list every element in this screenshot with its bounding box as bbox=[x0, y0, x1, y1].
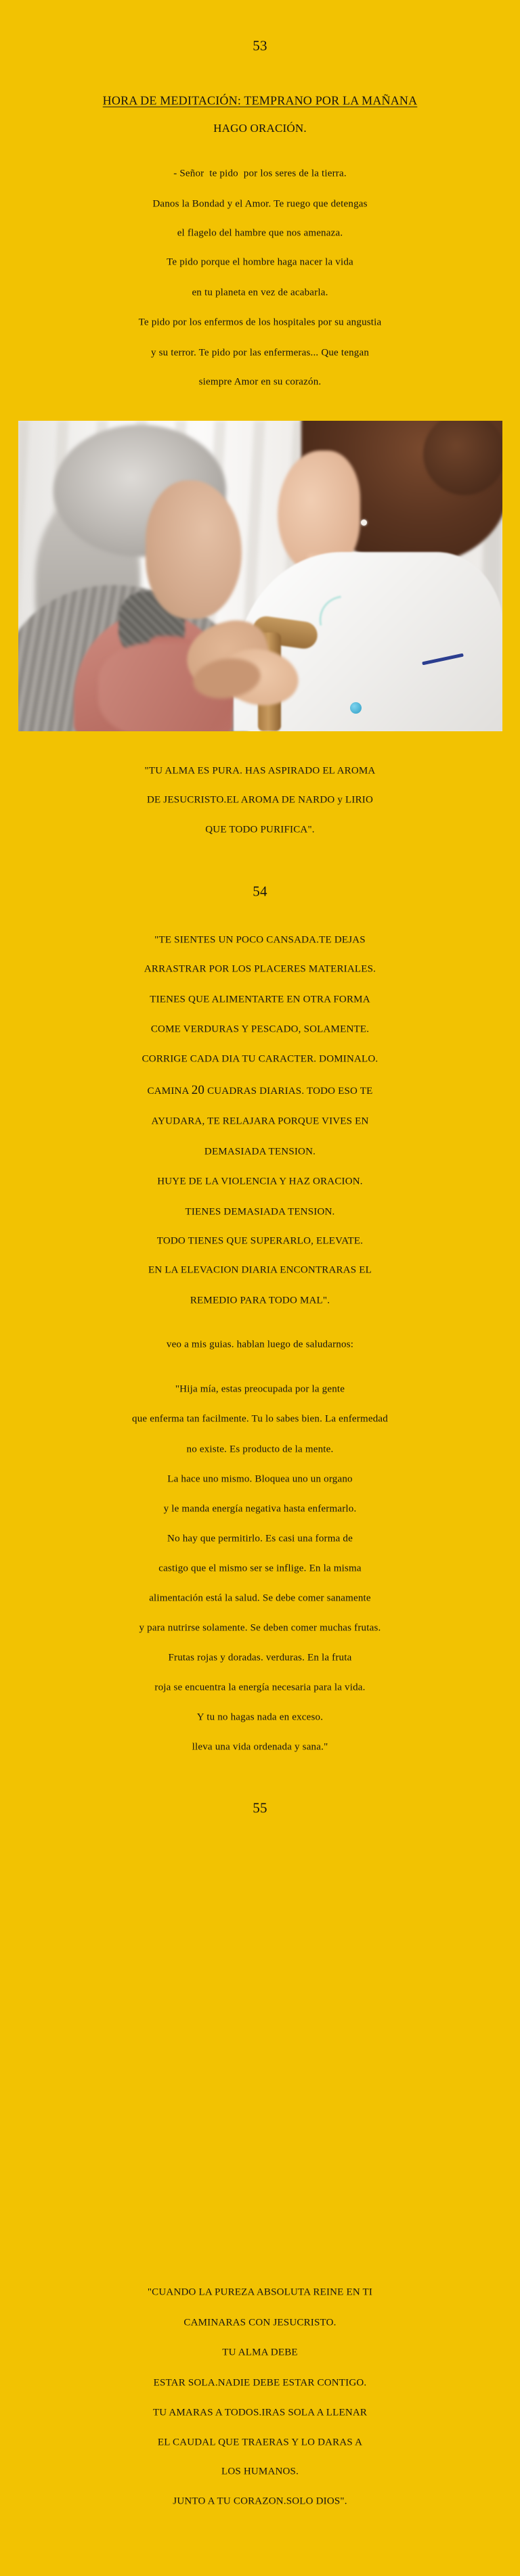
text-line: "TU ALMA ES PURA. HAS ASPIRADO EL AROMA bbox=[144, 765, 376, 777]
text-line: "TE SIENTES UN POCO CANSADA.TE DEJAS bbox=[154, 934, 366, 946]
section-heading: HORA DE MEDITACIÓN: TEMPRANO POR LA MAÑANA bbox=[102, 93, 418, 108]
text-line: JUNTO A TU CORAZON.SOLO DIOS". bbox=[173, 2496, 347, 2507]
text-line: DE JESUCRISTO.EL AROMA DE NARDO y LIRIO bbox=[146, 794, 374, 806]
text-line: no existe. Es producto de la mente. bbox=[186, 1444, 334, 1455]
text-line: La hace uno mismo. Bloquea uno un organo bbox=[167, 1473, 353, 1485]
text-line: alimentación está la salud. Se debe comer sanamente bbox=[149, 1592, 371, 1604]
text-line: castigo que el mismo ser se inflige. En la misma bbox=[158, 1563, 362, 1574]
text-line: y para nutrirse solamente. Se deben comer muchas frutas. bbox=[139, 1622, 381, 1634]
text-line: QUE TODO PURIFICA". bbox=[205, 824, 315, 835]
text-line: veo a mis guias. hablan luego de saludarnos: bbox=[166, 1339, 354, 1350]
text-line: lleva una vida ordenada y sana." bbox=[192, 1741, 328, 1753]
text-line: ESTAR SOLA.NADIE DEBE ESTAR CONTIGO. bbox=[153, 2377, 367, 2389]
text-line: DEMASIADA TENSION. bbox=[204, 1146, 316, 1157]
text-line: ARRASTRAR POR LOS PLACERES MATERIALES. bbox=[144, 963, 376, 975]
page-number-54: 54 bbox=[253, 883, 267, 900]
text-line: TU ALMA DEBE bbox=[222, 2347, 298, 2358]
text-line: COME VERDURAS Y PESCADO, SOLAMENTE. bbox=[150, 1024, 370, 1035]
line-segment: CUADRAS DIARIAS. TODO ESO TE bbox=[204, 1086, 373, 1097]
text-line: TIENES DEMASIADA TENSION. bbox=[185, 1206, 335, 1218]
page-number-55: 55 bbox=[253, 1799, 267, 1816]
text-line: AYUDARA, TE RELAJARA PORQUE VIVES EN bbox=[151, 1116, 369, 1127]
page-number-53: 53 bbox=[253, 37, 267, 54]
text-line: "CUANDO LA PUREZA ABSOLUTA REINE EN TI bbox=[147, 2286, 373, 2298]
text-line: en tu planeta en vez de acabarla. bbox=[192, 287, 328, 298]
text-line: CORRIGE CADA DIA TU CARACTER. DOMINALO. bbox=[142, 1053, 378, 1065]
text-line: que enferma tan facilmente. Tu lo sabes bien. La enfermedad bbox=[132, 1413, 388, 1425]
text-line: TIENES QUE ALIMENTARTE EN OTRA FORMA bbox=[150, 994, 370, 1005]
text-line: "Hija mía, estas preocupada por la gente bbox=[175, 1383, 345, 1395]
text-line: CAMINARAS CON JESUCRISTO. bbox=[183, 2317, 337, 2328]
text-line: - Señor te pido por los seres de la tierra. bbox=[173, 168, 347, 179]
text-line: REMEDIO PARA TODO MAL". bbox=[190, 1295, 330, 1306]
text-line: HUYE DE LA VIOLENCIA Y HAZ ORACION. bbox=[157, 1176, 363, 1187]
text-line: TODO TIENES QUE SUPERARLO, ELEVATE. bbox=[156, 1235, 364, 1247]
text-line: el flagelo del hambre que nos amenaza. bbox=[177, 227, 343, 239]
text-line: Te pido porque el hombre haga nacer la vida bbox=[167, 256, 353, 268]
text-line: Te pido por los enfermos de los hospitales por su angustia bbox=[138, 317, 382, 328]
text-line: siempre Amor en su corazón. bbox=[198, 376, 322, 388]
line-segment: CAMINA bbox=[147, 1086, 192, 1097]
text-line bbox=[0, 1083, 520, 1098]
text-line: Frutas rojas y doradas. verduras. En la fruta bbox=[168, 1652, 352, 1663]
sub-heading: HAGO ORACIÓN. bbox=[213, 122, 307, 135]
text-line: LOS HUMANOS. bbox=[221, 2466, 299, 2477]
text-line: EL CAUDAL QUE TRAERAS Y LO DARAS A bbox=[157, 2437, 363, 2448]
text-line: EN LA ELEVACION DIARIA ENCONTRARAS EL bbox=[148, 1264, 372, 1276]
text-line: TU AMARAS A TODOS.IRAS SOLA A LLENAR bbox=[152, 2407, 368, 2418]
text-line: No hay que permitirlo. Es casi una forma de bbox=[167, 1533, 353, 1544]
text-line: y su terror. Te pido por las enfermeras... Que tengan bbox=[150, 347, 370, 359]
text-line: Y tu no hagas nada en exceso. bbox=[196, 1711, 324, 1723]
inline-number: 20 bbox=[191, 1083, 205, 1097]
text-line: roja se encuentra la energía necesaria para la vida. bbox=[154, 1682, 366, 1693]
text-line: y le manda energía negativa hasta enfermarlo. bbox=[163, 1503, 357, 1515]
text-line: Danos la Bondad y el Amor. Te ruego que detengas bbox=[152, 198, 368, 210]
